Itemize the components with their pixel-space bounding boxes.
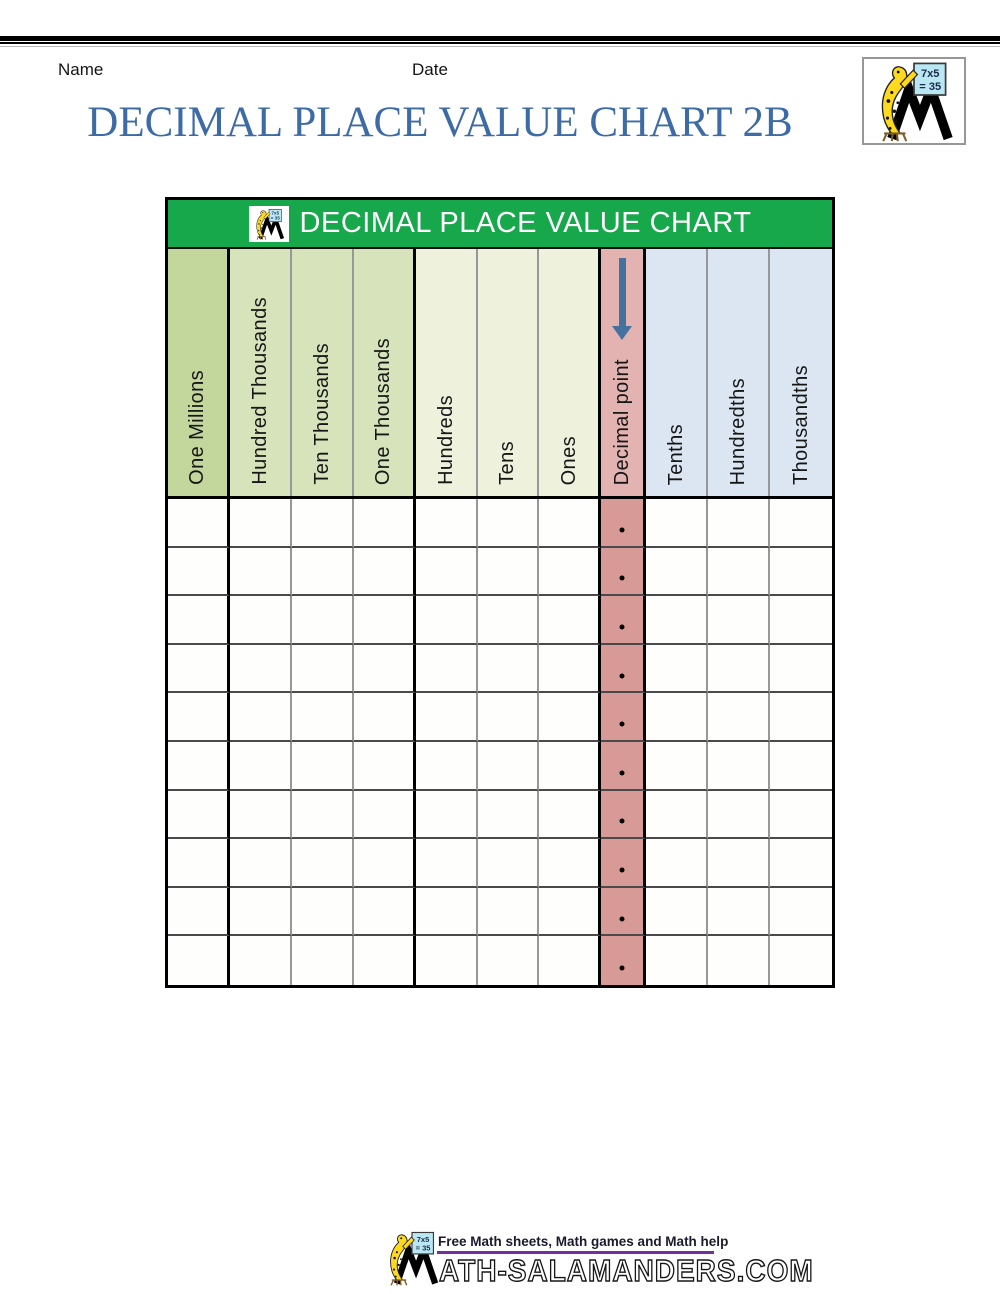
digit-cell: [646, 839, 708, 888]
digit-cell: [708, 936, 770, 985]
digit-cell: [770, 839, 832, 888]
chart-title-bar: [168, 200, 832, 249]
footer-tagline: Free Math sheets, Math games and Math help: [438, 1234, 729, 1249]
digit-cell: [354, 693, 416, 742]
column-header-label: Decimal point: [611, 358, 634, 485]
digit-cell: [168, 499, 230, 548]
chart-header-row: [168, 249, 832, 499]
salamander-logo-icon: [252, 208, 286, 240]
digit-cell: [292, 742, 354, 791]
digit-cell: [354, 645, 416, 694]
digit-cell: [646, 548, 708, 597]
column-header-label: Hundreds: [434, 395, 457, 485]
digit-cell: [354, 596, 416, 645]
digit-cell: [539, 888, 601, 937]
column-header-label: Tenths: [665, 423, 688, 485]
digit-cell: [230, 839, 292, 888]
digit-cell: [354, 839, 416, 888]
digit-cell: [416, 936, 478, 985]
column-header-label: Tens: [496, 441, 519, 485]
digit-cell: [168, 645, 230, 694]
digit-cell: [230, 596, 292, 645]
digit-cell: [354, 548, 416, 597]
digit-cell: [478, 693, 540, 742]
digit-cell: [770, 499, 832, 548]
decimal-point-dot: [620, 722, 625, 727]
column-header-one-millions: [168, 249, 230, 496]
digit-cell: [230, 548, 292, 597]
digit-cell: [168, 548, 230, 597]
digit-cell: [416, 548, 478, 597]
digit-cell: [168, 888, 230, 937]
digit-cell: [230, 499, 292, 548]
column-header-label: One Thousands: [372, 337, 395, 485]
decimal-point-cell: [601, 499, 646, 548]
column-header-tenths: [646, 249, 708, 496]
place-value-chart: [165, 197, 835, 988]
digit-cell: [168, 693, 230, 742]
digit-cell: [708, 548, 770, 597]
digit-cell: [354, 499, 416, 548]
digit-cell: [770, 548, 832, 597]
digit-cell: [416, 645, 478, 694]
digit-cell: [416, 499, 478, 548]
column-header-hundredths: [708, 249, 770, 496]
column-header-label: Hundredths: [727, 377, 750, 485]
digit-cell: [354, 742, 416, 791]
decimal-point-dot: [620, 867, 625, 872]
column-header-decimal-point: [601, 249, 646, 496]
digit-cell: [478, 791, 540, 840]
footer-domain: ATH-SALAMANDERS.COM: [439, 1253, 814, 1288]
digit-cell: [770, 693, 832, 742]
digit-cell: [292, 936, 354, 985]
digit-cell: [539, 548, 601, 597]
digit-cell: [646, 499, 708, 548]
decimal-point-dot: [620, 624, 625, 629]
decimal-point-dot: [620, 916, 625, 921]
digit-cell: [292, 693, 354, 742]
footer-logo-icon: [383, 1227, 441, 1289]
digit-cell: [478, 596, 540, 645]
top-rule-gray: [0, 46, 1000, 47]
column-header-hundreds: [416, 249, 478, 496]
digit-cell: [292, 888, 354, 937]
top-rule-thick: [0, 36, 1000, 41]
digit-cell: [539, 645, 601, 694]
digit-cell: [770, 596, 832, 645]
decimal-point-cell: [601, 693, 646, 742]
digit-cell: [646, 936, 708, 985]
decimal-point-cell: [601, 888, 646, 937]
digit-cell: [646, 645, 708, 694]
column-header-one-thousands: [354, 249, 416, 496]
digit-cell: [708, 645, 770, 694]
column-header-label: Ten Thousands: [310, 343, 333, 485]
column-header-thousandths: [770, 249, 832, 496]
digit-cell: [539, 742, 601, 791]
digit-cell: [354, 936, 416, 985]
digit-cell: [230, 791, 292, 840]
digit-cell: [416, 888, 478, 937]
digit-cell: [292, 839, 354, 888]
digit-cell: [708, 499, 770, 548]
digit-cell: [354, 888, 416, 937]
chart-body: [168, 499, 832, 985]
digit-cell: [168, 596, 230, 645]
page-title: DECIMAL PLACE VALUE CHART 2B: [87, 99, 793, 146]
name-label: Name: [58, 60, 104, 79]
digit-cell: [708, 693, 770, 742]
digit-cell: [770, 645, 832, 694]
digit-cell: [416, 596, 478, 645]
digit-cell: [708, 742, 770, 791]
decimal-point-dot: [620, 673, 625, 678]
digit-cell: [770, 742, 832, 791]
digit-cell: [539, 936, 601, 985]
decimal-point-dot: [620, 770, 625, 775]
date-label: Date: [412, 60, 448, 79]
decimal-point-cell: [601, 596, 646, 645]
digit-cell: [708, 839, 770, 888]
digit-cell: [539, 499, 601, 548]
digit-cell: [230, 742, 292, 791]
digit-cell: [478, 742, 540, 791]
decimal-point-dot: [620, 966, 625, 971]
digit-cell: [416, 791, 478, 840]
chart-logo-chip: [249, 206, 289, 242]
digit-cell: [168, 839, 230, 888]
digit-cell: [230, 936, 292, 985]
digit-cell: [416, 839, 478, 888]
digit-cell: [708, 596, 770, 645]
digit-cell: [770, 791, 832, 840]
digit-cell: [292, 548, 354, 597]
digit-cell: [230, 693, 292, 742]
decimal-point-cell: [601, 936, 646, 985]
column-header-label: Ones: [557, 435, 580, 485]
digit-cell: [770, 888, 832, 937]
digit-cell: [708, 791, 770, 840]
digit-cell: [646, 888, 708, 937]
digit-cell: [168, 742, 230, 791]
brand-logo: [862, 57, 966, 145]
decimal-point-dot: [620, 576, 625, 581]
digit-cell: [646, 742, 708, 791]
column-header-hundred-thousands: [230, 249, 292, 496]
digit-cell: [416, 742, 478, 791]
digit-cell: [708, 888, 770, 937]
digit-cell: [292, 596, 354, 645]
digit-cell: [539, 693, 601, 742]
chart-title: DECIMAL PLACE VALUE CHART: [299, 207, 752, 239]
column-header-label: One Millions: [186, 370, 209, 485]
decimal-point-cell: [601, 791, 646, 840]
digit-cell: [230, 645, 292, 694]
digit-cell: [646, 693, 708, 742]
decimal-point-cell: [601, 645, 646, 694]
digit-cell: [539, 791, 601, 840]
decimal-point-cell: [601, 548, 646, 597]
digit-cell: [478, 645, 540, 694]
column-header-ones: [539, 249, 601, 496]
column-header-label: Hundred Thousands: [248, 297, 271, 485]
decimal-point-arrow-icon: [612, 258, 632, 340]
digit-cell: [478, 888, 540, 937]
column-header-label: Thousandths: [790, 364, 813, 485]
digit-cell: [416, 693, 478, 742]
digit-cell: [230, 888, 292, 937]
decimal-point-cell: [601, 839, 646, 888]
digit-cell: [292, 645, 354, 694]
digit-cell: [646, 791, 708, 840]
digit-cell: [478, 499, 540, 548]
decimal-point-cell: [601, 742, 646, 791]
digit-cell: [168, 791, 230, 840]
digit-cell: [292, 791, 354, 840]
decimal-point-dot: [620, 819, 625, 824]
digit-cell: [539, 596, 601, 645]
digit-cell: [478, 936, 540, 985]
column-header-ten-thousands: [292, 249, 354, 496]
digit-cell: [354, 791, 416, 840]
decimal-point-dot: [620, 527, 625, 532]
digit-cell: [292, 499, 354, 548]
digit-cell: [478, 839, 540, 888]
digit-cell: [770, 936, 832, 985]
digit-cell: [478, 548, 540, 597]
top-rule-thin: [0, 42, 1000, 44]
digit-cell: [539, 839, 601, 888]
digit-cell: [646, 596, 708, 645]
column-header-tens: [478, 249, 540, 496]
salamander-logo-icon: [870, 60, 958, 142]
digit-cell: [168, 936, 230, 985]
